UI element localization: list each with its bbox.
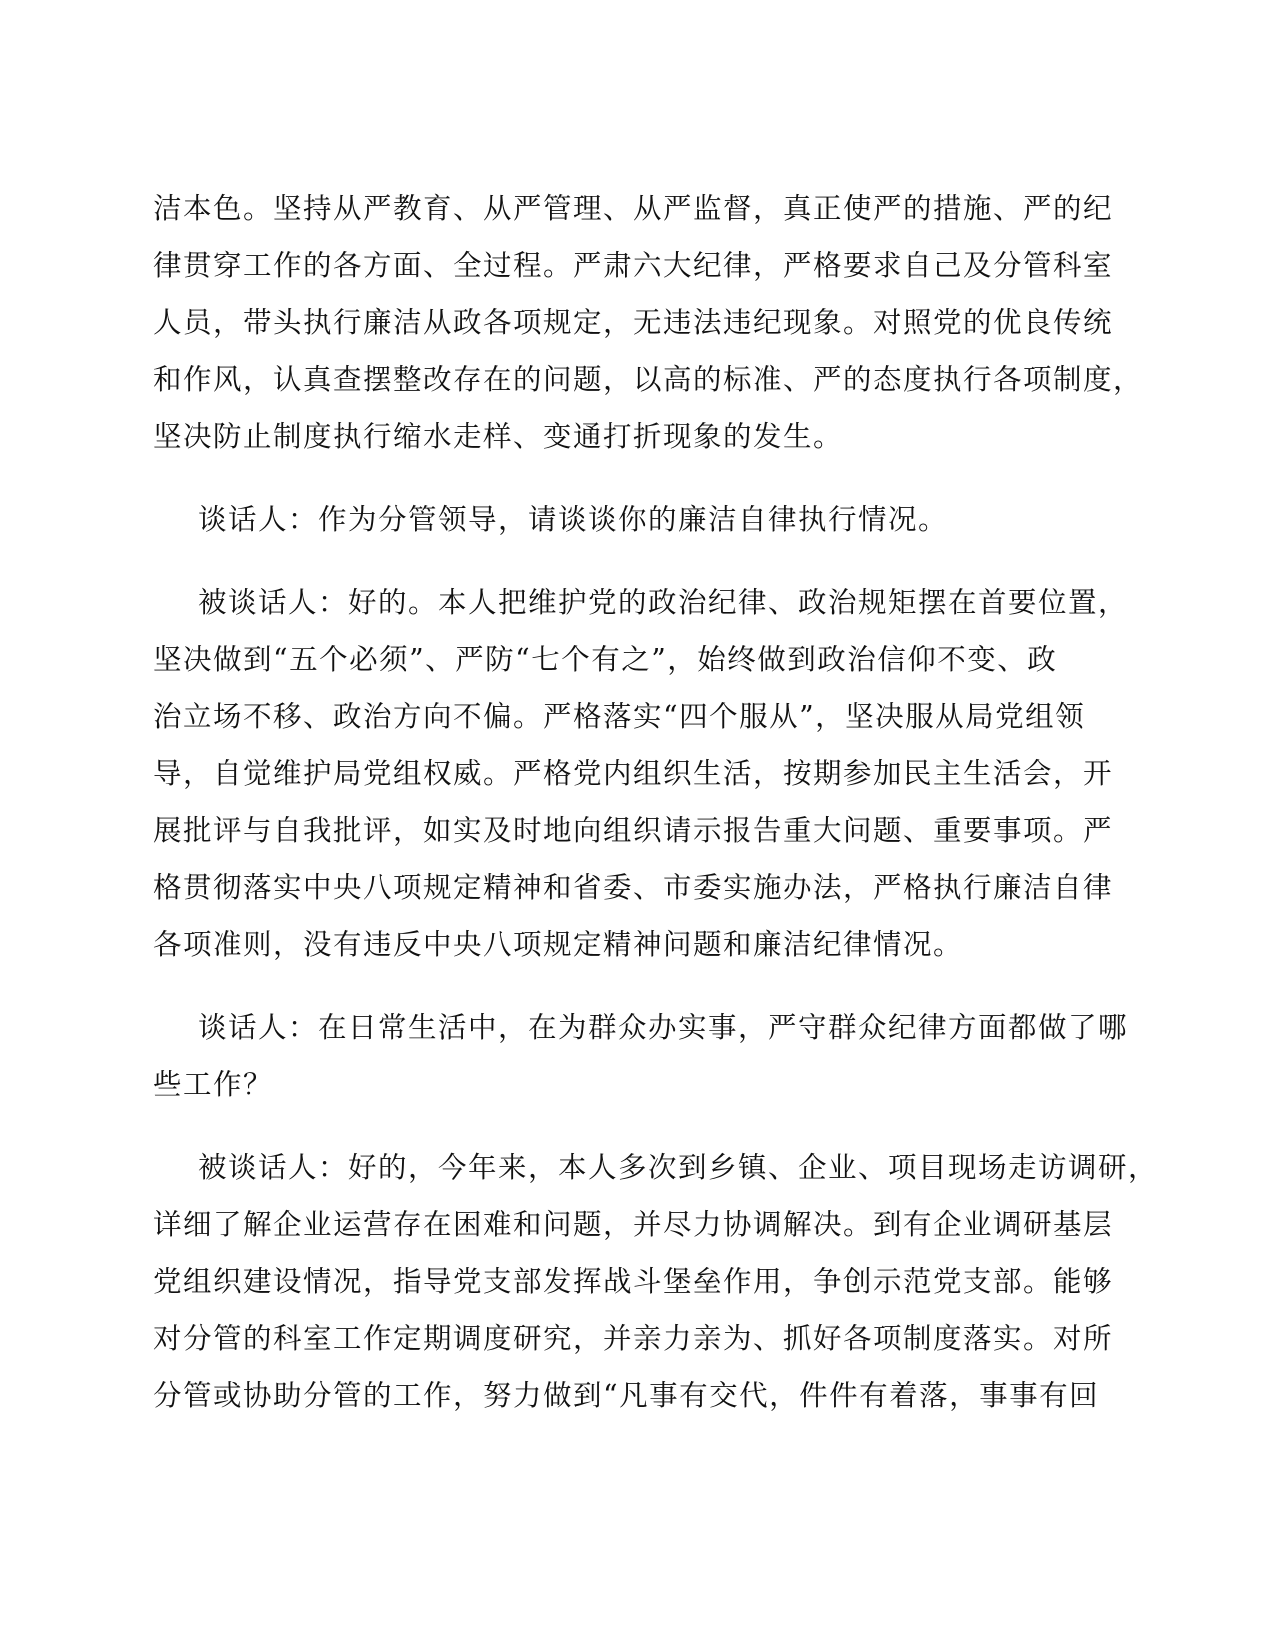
paragraph-interviewee-answer-1 — [153, 574, 1129, 973]
text-line: 治立场不移、政治方向不偏。严格落实“四个服从”，坚决服从局党组领 — [153, 700, 1086, 733]
text-line: 详细了解企业运营存在困难和问题，并尽力协调解决。到有企业调研基层 — [153, 1208, 1114, 1241]
text-line: 格贯彻落实中央八项规定精神和省委、市委实施办法，严格执行廉洁自律 — [153, 871, 1114, 904]
text-line: 些工作？ — [153, 1068, 274, 1101]
document-body — [153, 180, 1159, 1450]
paragraph-interviewer-question-2 — [153, 999, 1129, 1113]
text-line: 被谈话人：好的。本人把维护党的政治纪律、政治规矩摆在首要位置， — [198, 586, 1129, 619]
text-line: 党组织建设情况，指导党支部发挥战斗堡垒作用，争创示范党支部。能够 — [153, 1265, 1114, 1298]
text-line: 坚决做到“五个必须”、严防“七个有之”，始终做到政治信仰不变、政 — [153, 643, 1058, 676]
text-line: 洁本色。坚持从严教育、从严管理、从严监督，真正使严的措施、严的纪 — [153, 192, 1114, 225]
paragraph-interviewee-answer-2 — [153, 1139, 1159, 1424]
text-line: 对分管的科室工作定期调度研究，并亲力亲为、抓好各项制度落实。对所 — [153, 1322, 1114, 1355]
text-line: 律贯穿工作的各方面、全过程。严肃六大纪律，严格要求自己及分管科室 — [153, 249, 1114, 282]
text-line: 坚决防止制度执行缩水走样、变通打折现象的发生。 — [153, 420, 844, 453]
text-line: 谈话人：在日常生活中，在为群众办实事，严守群众纪律方面都做了哪 — [198, 1011, 1129, 1044]
text-line: 导，自觉维护局党组权威。严格党内组织生活，按期参加民主生活会，开 — [153, 757, 1114, 790]
paragraph-continuation — [153, 180, 1144, 465]
paragraph-interviewer-question-1 — [153, 491, 1113, 548]
text-line: 和作风，认真查摆整改存在的问题，以高的标准、严的态度执行各项制度， — [153, 363, 1144, 396]
text-line: 分管或协助分管的工作，努力做到“凡事有交代，件件有着落，事事有回 — [153, 1379, 1100, 1412]
text-line: 各项准则，没有违反中央八项规定精神问题和廉洁纪律情况。 — [153, 928, 964, 961]
text-line: 谈话人：作为分管领导，请谈谈你的廉洁自律执行情况。 — [198, 503, 949, 536]
text-line: 被谈话人：好的，今年来，本人多次到乡镇、企业、项目现场走访调研， — [198, 1151, 1159, 1184]
text-line: 展批评与自我批评，如实及时地向组织请示报告重大问题、重要事项。严 — [153, 814, 1114, 847]
text-line: 人员，带头执行廉洁从政各项规定，无违法违纪现象。对照党的优良传统 — [153, 306, 1114, 339]
